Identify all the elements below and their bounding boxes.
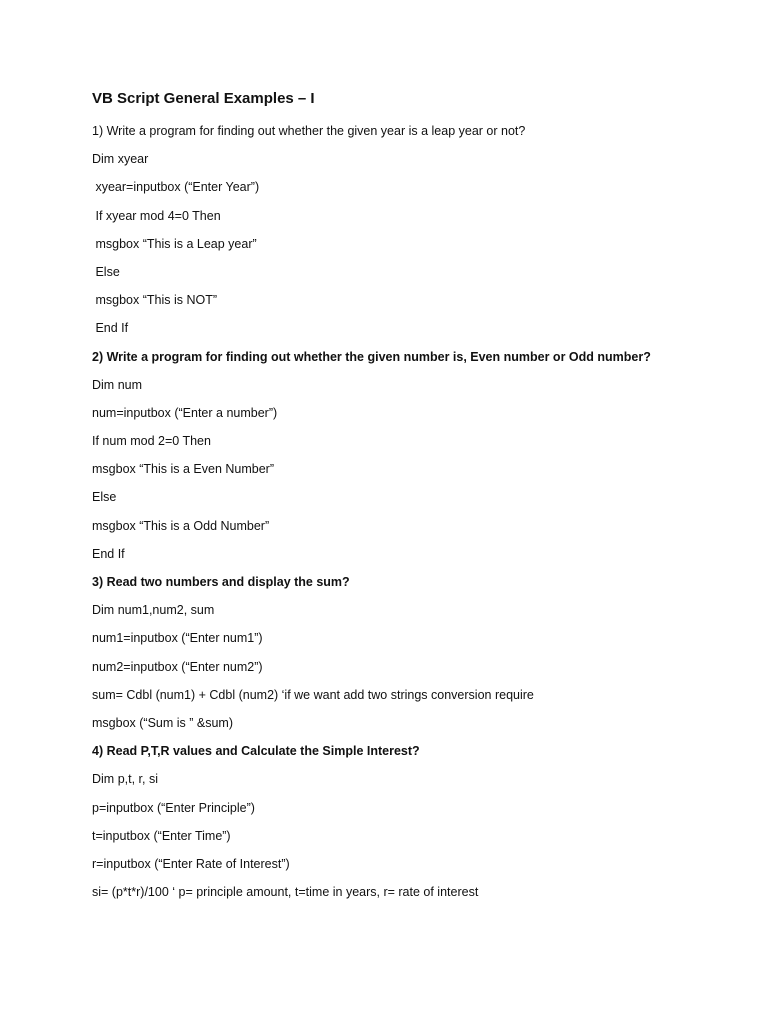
question-2-heading: 2) Write a program for finding out whether the given number is, Even number or Odd number? (92, 349, 651, 364)
code-line: msgbox “This is a Even Number” (92, 462, 275, 477)
code-line: num=inputbox (“Enter a number”) (92, 405, 278, 420)
code-line: xyear=inputbox (“Enter Year”) (92, 180, 260, 195)
code-line: p=inputbox (“Enter Principle”) (92, 800, 255, 815)
code-line: Dim num (92, 377, 143, 392)
code-line: num2=inputbox (“Enter num2”) (92, 659, 263, 674)
code-line: num1=inputbox (“Enter num1”) (92, 631, 263, 646)
document-title: VB Script General Examples – I (92, 90, 315, 107)
code-line: msgbox (“Sum is ” &sum) (92, 715, 233, 730)
code-line: msgbox “This is NOT” (92, 293, 218, 308)
code-line: msgbox “This is a Leap year” (92, 236, 257, 251)
code-line: End If (92, 321, 129, 336)
document-body (92, 121, 732, 910)
question-3-heading: 3) Read two numbers and display the sum? (92, 575, 350, 589)
code-line: sum= Cdbl (num1) + Cdbl (num2) ‘if we want add two strings conversion require (92, 687, 534, 702)
question-1-heading: 1) Write a program for finding out whether the given year is a leap year or not? (92, 124, 526, 138)
code-line: r=inputbox (“Enter Rate of Interest”) (92, 856, 290, 871)
code-line: If xyear mod 4=0 Then (92, 208, 221, 223)
code-line: Else (92, 264, 120, 279)
code-line: Dim p,t, r, si (92, 772, 158, 787)
code-line: Dim xyear (92, 152, 149, 167)
code-line: t=inputbox (“Enter Time”) (92, 828, 231, 843)
code-line: If num mod 2=0 Then (92, 434, 211, 449)
code-line: msgbox “This is a Odd Number” (92, 518, 270, 533)
code-line: End If (92, 546, 125, 561)
code-line: Else (92, 490, 117, 505)
code-line: Dim num1,num2, sum (92, 603, 215, 618)
question-4-heading: 4) Read P,T,R values and Calculate the Simple Interest? (92, 744, 420, 759)
code-line: si= (p*t*r)/100 ‘ p= principle amount, t=time in years, r= rate of interest (92, 885, 479, 900)
